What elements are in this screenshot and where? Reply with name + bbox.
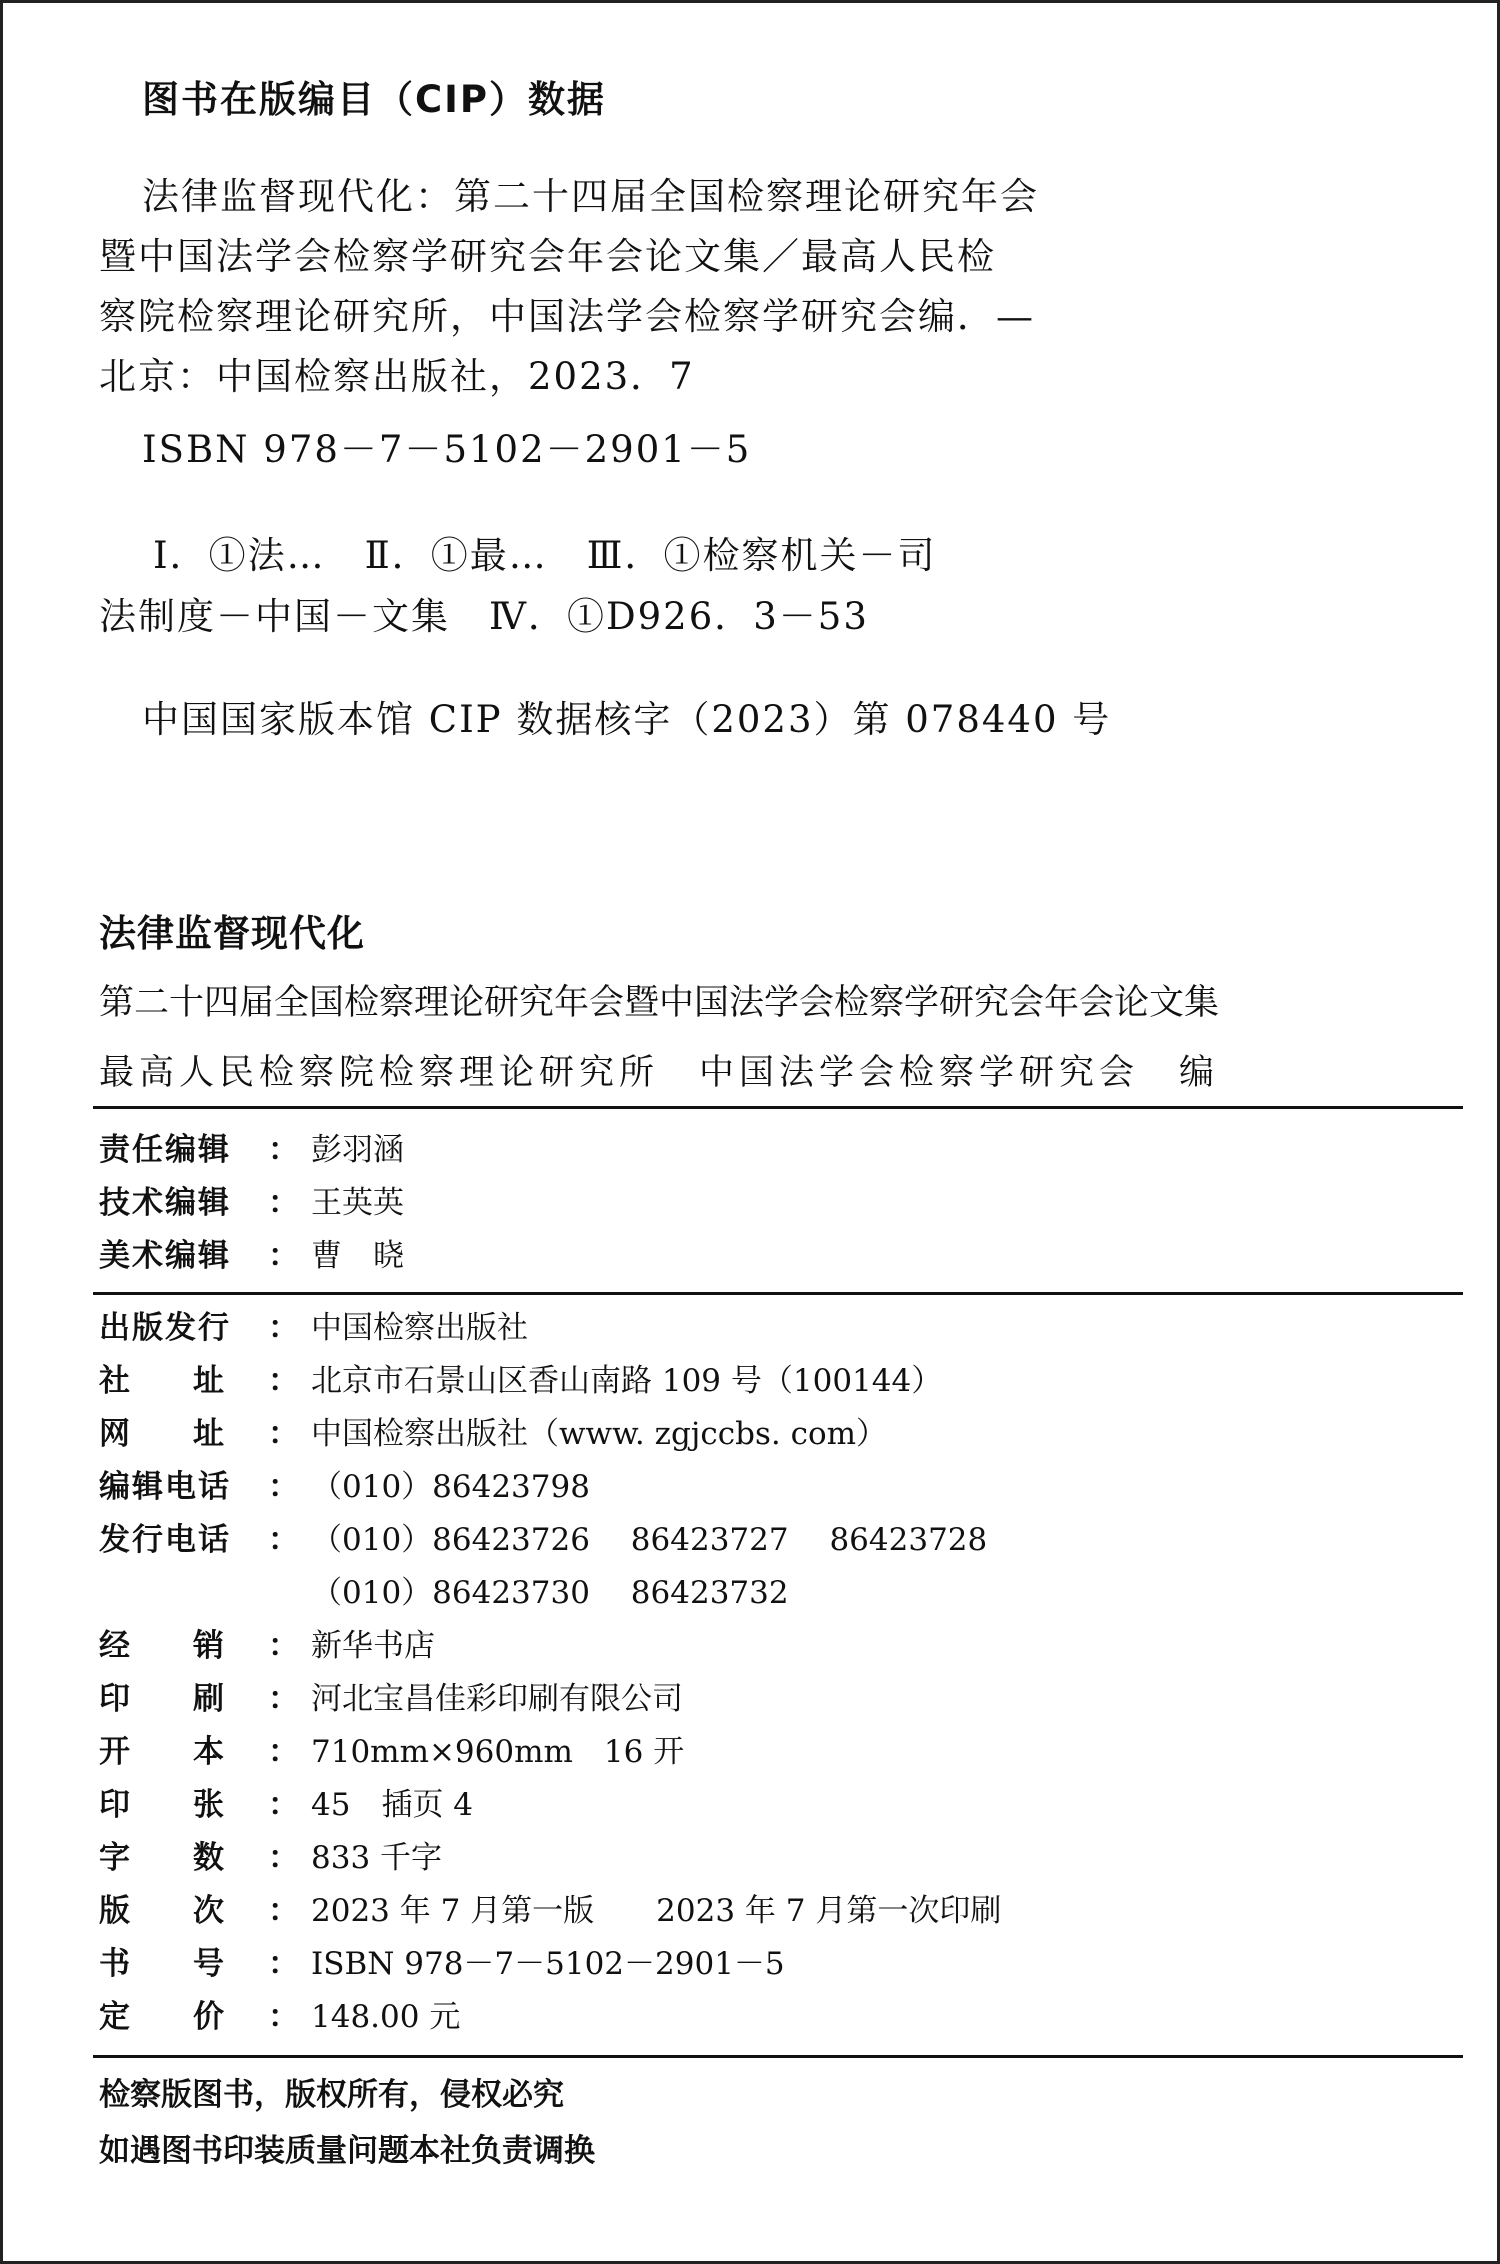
cip-line-2: 暨中国法学会检察学研究会年会论文集／最高人民检 [99,235,996,278]
detail-row: 经 销 ： 新华书店 [99,1623,435,1669]
detail-label: 版 次 [99,1893,224,1929]
detail-label: 书 号 [99,1946,224,1982]
cip-line-3: 察院检察理论研究所，中国法学会检察学研究会编．— [99,295,1035,338]
detail-row: 开 本 ： 710mm×960mm 16 开 [99,1729,684,1775]
detail-label: 印 刷 [99,1681,224,1717]
detail-row: 字 数 ： 833 千字 [99,1835,442,1881]
detail-row: 印 刷 ： 河北宝昌佳彩印刷有限公司 [99,1676,683,1722]
detail-label: 印 张 [99,1787,224,1823]
cip-isbn: ISBN 978－7－5102－2901－5 [142,428,752,471]
detail-value: （010）86423730 86423732 [311,1575,789,1611]
quality-notice: 如遇图书印装质量问题本社负责调换 [99,2133,595,2169]
detail-value: ISBN 978－7－5102－2901－5 [311,1946,785,1982]
detail-value: 148.00 元 [311,1999,461,2035]
detail-label [99,1570,274,1616]
detail-value: 中国检察出版社（www. zgjccbs. com） [311,1416,888,1452]
detail-value: 2023 年 7 月第一版 2023 年 7 月第一次印刷 [311,1893,1002,1929]
detail-label: 发行电话 [99,1522,231,1558]
detail-value: （010）86423798 [311,1469,590,1505]
detail-label: 编辑电话 [99,1469,231,1505]
detail-value: （010）86423726 86423727 86423728 [311,1522,988,1558]
detail-row: 版 次 ： 2023 年 7 月第一版 2023 年 7 月第一次印刷 [99,1888,1001,1934]
staff-row-tech: 技术编辑 ： 王英英 [99,1180,404,1226]
staff-row-art: 美术编辑 ： 曹 晓 [99,1233,404,1279]
detail-label: 网 址 [99,1416,224,1452]
cip-verification: 中国国家版本馆 CIP 数据核字（2023）第 078440 号 [142,698,1112,741]
detail-row: 定 价 ： 148.00 元 [99,1994,460,2040]
detail-value: 新华书店 [311,1628,435,1664]
divider-3 [93,2055,1463,2058]
detail-value: 833 千字 [311,1840,443,1876]
staff-row-editor: 责任编辑 ： 彭羽涵 [99,1127,404,1173]
detail-label: 社 址 [99,1363,224,1399]
cip-line-1: 法律监督现代化：第二十四届全国检察理论研究年会 [142,175,1039,218]
detail-row: 编辑电话 ： （010）86423798 [99,1464,590,1510]
detail-row: 发行电话 ： （010）86423726 86423727 86423728 [99,1517,987,1563]
detail-value: 北京市石景山区香山南路 109 号（100144） [311,1363,943,1399]
cip-classification-2: 法制度－中国－文集 Ⅳ．①D926．3－53 [99,595,869,638]
staff-label: 美术编辑 [99,1238,231,1274]
detail-row: 书 号 ： ISBN 978－7－5102－2901－5 [99,1941,785,1987]
detail-row: 社 址 ： 北京市石景山区香山南路 109 号（100144） [99,1358,942,1404]
staff-value: 彭羽涵 [311,1132,404,1168]
book-editors: 最高人民检察院检察理论研究所 中国法学会检察学研究会 编 [99,1053,1220,1093]
detail-row: 印 张 ： 45 插页 4 [99,1782,473,1828]
staff-value: 曹 晓 [311,1238,404,1274]
detail-label: 开 本 [99,1734,224,1770]
staff-label: 责任编辑 [99,1132,231,1168]
detail-label: 经 销 [99,1628,224,1664]
detail-row: 网 址 ： 中国检察出版社（www. zgjccbs. com） [99,1411,887,1457]
cip-classification-1: Ⅰ．①法… Ⅱ．①最… Ⅲ．①检察机关－司 [153,534,937,577]
book-subtitle: 第二十四届全国检察理论研究年会暨中国法学会检察学研究会年会论文集 [99,983,1220,1023]
book-title: 法律监督现代化 [99,912,365,955]
divider-1 [93,1106,1463,1109]
detail-label: 定 价 [99,1999,224,2035]
copyright-notice: 检察版图书，版权所有，侵权必究 [99,2077,564,2113]
divider-2 [93,1292,1463,1295]
staff-label: 技术编辑 [99,1185,231,1221]
cip-line-4: 北京：中国检察出版社，2023．7 [99,355,695,398]
detail-value: 中国检察出版社 [311,1310,528,1346]
detail-value: 710mm×960mm 16 开 [311,1734,685,1770]
detail-value: 45 插页 4 [311,1787,474,1823]
detail-label: 字 数 [99,1840,224,1876]
detail-row: 出版发行 ： 中国检察出版社 [99,1305,528,1351]
staff-value: 王英英 [311,1185,404,1221]
detail-row [99,1570,789,1616]
detail-label: 出版发行 [99,1310,231,1346]
cip-heading: 图书在版编目（CIP）数据 [142,78,607,121]
detail-value: 河北宝昌佳彩印刷有限公司 [311,1681,683,1717]
